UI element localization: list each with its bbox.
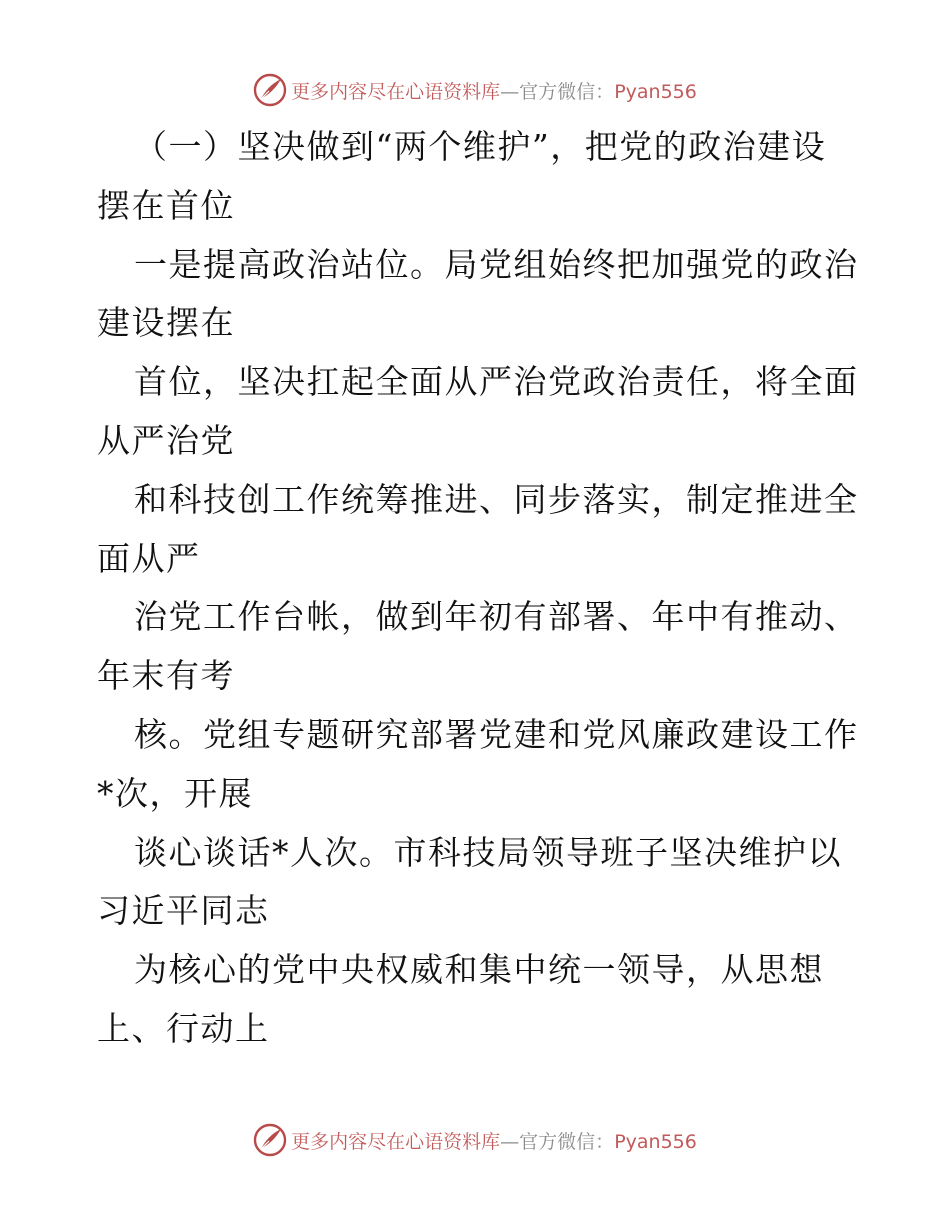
paragraph-line: 为核心的党中央权威和集中统一领导，从思想 <box>134 950 824 990</box>
paragraph-line: 面从严 <box>97 538 201 578</box>
paragraph-line: 谈心谈话*人次。市科技局领导班子坚决维护以 <box>134 832 842 872</box>
banner-text-group <box>291 1127 697 1154</box>
banner-text-group <box>291 77 697 104</box>
banner-handle: Pyan556 <box>614 80 697 103</box>
paragraph-line: 从严治党 <box>97 420 235 460</box>
paragraph-line: 首位，坚决扛起全面从严治党政治责任，将全面 <box>134 362 859 402</box>
banner-label: 官方微信： <box>519 1130 615 1153</box>
paragraph-line: 习近平同志 <box>97 891 270 931</box>
paragraph-line: 和科技创工作统筹推进、同步落实，制定推进全 <box>134 479 859 519</box>
paragraph-line: 核。党组专题研究部署党建和党风廉政建设工作 <box>134 714 859 754</box>
banner-label: 官方微信： <box>519 80 615 103</box>
paragraph-line: *次，开展 <box>97 773 253 813</box>
paragraph-line: （一）坚决做到“两个维护”，把党的政治建设 <box>134 127 827 166</box>
paragraph-line: 一是提高政治站位。局党组始终把加强党的政治 <box>134 244 859 284</box>
paragraph-line: 年末有考 <box>97 656 235 696</box>
paragraph-line: 摆在首位 <box>97 185 235 225</box>
paragraph-line: 治党工作台帐，做到年初有部署、年中有推动、 <box>134 597 859 637</box>
banner-handle: Pyan556 <box>614 1130 697 1153</box>
paragraph-line: 上、行动上 <box>97 1008 270 1048</box>
document-body <box>97 118 857 1059</box>
banner-separator: — <box>500 80 520 103</box>
banner-title: 更多内容尽在心语资料库 <box>291 1130 501 1153</box>
banner-title: 更多内容尽在心语资料库 <box>291 80 501 103</box>
header-watermark-banner <box>0 70 950 110</box>
quill-logo-icon <box>253 73 287 107</box>
banner-separator: — <box>500 1130 520 1153</box>
paragraph-line: 建设摆在 <box>97 303 235 343</box>
quill-logo-icon <box>253 1123 287 1157</box>
footer-watermark-banner <box>0 1120 950 1160</box>
